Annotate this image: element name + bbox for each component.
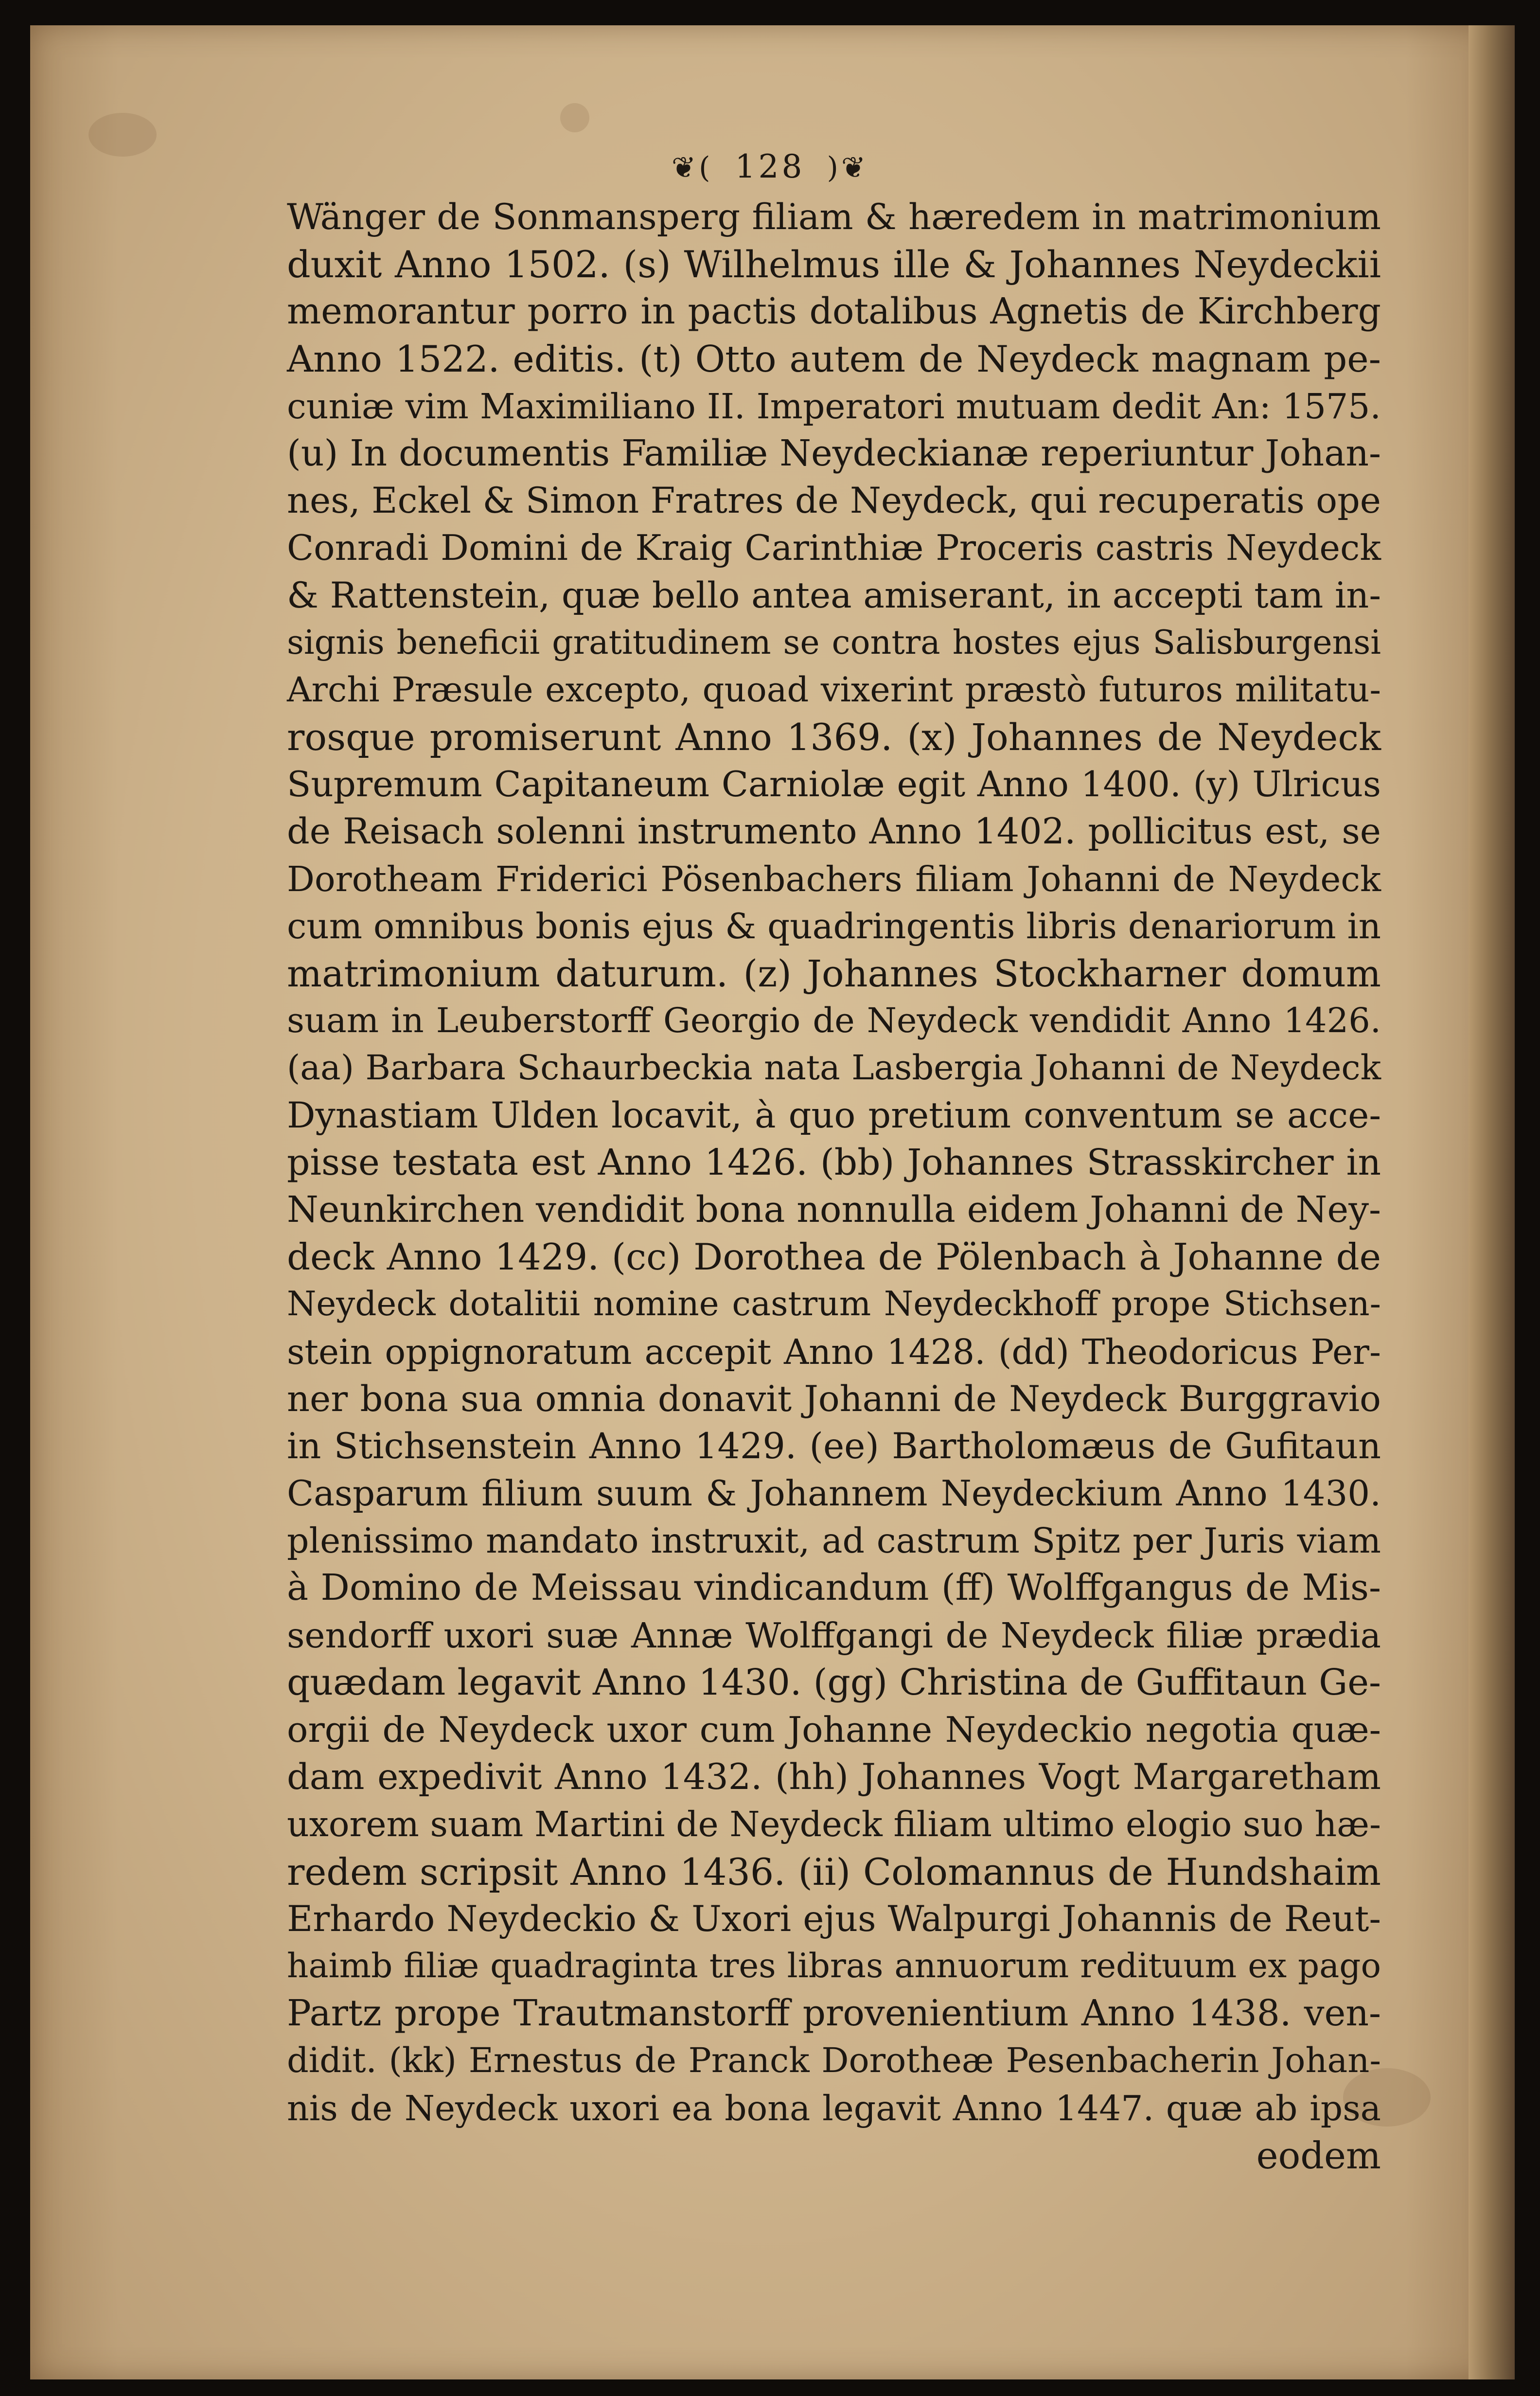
catchword: eodem [1256,2133,1381,2177]
text-line: cuniæ vim Maximiliano II. Imperatori mutuam dedit An: 1575. [287,386,1381,427]
book-gutter [1469,25,1515,2379]
header-ornament-right-icon: )❦ [827,151,869,185]
page-number: 128 [735,148,805,185]
text-line: signis beneficii gratitudinem se contra hostes ejus Salisburgensi [287,623,1381,662]
text-line: stein oppignoratum accepit Anno 1428. (dd) Theodoricus Per- [287,1331,1381,1372]
text-line: duxit Anno 1502. (s) Wilhelmus ille & Johannes Neydeckii [287,243,1381,286]
text-line: Dorotheam Friderici Pösenbachers filiam Johanni de Neydeck [287,858,1381,899]
text-line: Supremum Capitaneum Carniolæ egit Anno 1400. (y) Ulricus [287,764,1381,805]
text-line: haimb filiæ quadraginta tres libras annuorum redituum ex pago [287,1946,1381,1985]
page-header [0,140,1540,194]
text-line: matrimonium daturum. (z) Johannes Stockharner domum [287,952,1381,995]
text-line: Erhardo Neydeckio & Uxori ejus Walpurgi Johannis de Reut- [287,1898,1381,1940]
text-line: deck Anno 1429. (cc) Dorothea de Pölenbach à Johanne de [287,1235,1381,1279]
text-line: didit. (kk) Ernestus de Pranck Dorotheæ Pesenbacherin Johan- [287,2040,1381,2081]
text-line: Neydeck dotalitii nomine castrum Neydeckhoff prope Stichsen- [287,1285,1381,1324]
text-line: à Domino de Meissau vindicandum (ff) Wolffgangus de Mis- [287,1567,1381,1609]
text-line: Wänger de Sonmansperg filiam & hæredem in matrimonium [287,197,1381,238]
text-line: cum omnibus bonis ejus & quadringentis libris denariorum in [287,905,1381,947]
text-line: pisse testata est Anno 1426. (bb) Johannes Strasskircher in [287,1141,1381,1183]
text-line: orgii de Neydeck uxor cum Johanne Neydeckio negotia quæ- [287,1709,1381,1750]
text-line: Partz prope Trautmanstorff provenientium Anno 1438. ven- [287,1992,1381,2035]
text-line: Archi Præsule excepto, quoad vixerint præstò futuros militatu- [287,669,1381,710]
text-line: quædam legavit Anno 1430. (gg) Christina de Guffitaun Ge- [287,1661,1381,1703]
text-line: (aa) Barbara Schaurbeckia nata Lasbergia Johanni de Neydeck [287,1048,1381,1088]
text-line: Casparum filium suum & Johannem Neydeckium Anno 1430. [287,1473,1381,1514]
text-line: nes, Eckel & Simon Fratres de Neydeck, qui recuperatis ope [287,480,1381,522]
text-line: Conradi Domini de Kraig Carinthiæ Proceris castris Neydeck [287,527,1381,569]
text-line: memorantur porro in pactis dotalibus Agnetis de Kirchberg [287,290,1381,333]
text-line: nis de Neydeck uxori ea bona legavit Anno 1447. quæ ab ipsa [287,2088,1381,2128]
text-line: Dynastiam Ulden locavit, à quo pretium conventum se acce- [287,1094,1381,1136]
text-line: redem scripsit Anno 1436. (ii) Colomannus de Hundshaim [287,1850,1381,1894]
text-line: uxorem suam Martini de Neydeck filiam ultimo elogio suo hæ- [287,1804,1381,1845]
text-line: Anno 1522. editis. (t) Otto autem de Neydeck magnam pe- [287,337,1381,380]
text-line: in Stichsenstein Anno 1429. (ee) Bartholomæus de Gufitaun [287,1425,1381,1467]
header-ornament-left-icon: ❦( [671,151,713,185]
text-line: plenissimo mandato instruxit, ad castrum Spitz per Juris viam [287,1520,1381,1561]
text-line: suam in Leuberstorff Georgio de Neydeck vendidit Anno 1426. [287,1001,1381,1041]
text-line: Neunkirchen vendidit bona nonnulla eidem Johanni de Ney- [287,1188,1381,1231]
body-text [287,194,1381,2179]
text-line: & Rattenstein, quæ bello antea amiserant, in accepti tam in- [287,574,1381,616]
text-line: rosque promiserunt Anno 1369. (x) Johannes de Neydeck [287,715,1381,759]
text-line: (u) In documentis Familiæ Neydeckianæ reperiuntur Johan- [287,432,1381,474]
paper-stain [560,103,589,132]
text-line: ner bona sua omnia donavit Johanni de Neydeck Burggravio [287,1378,1381,1420]
text-line: dam expedivit Anno 1432. (hh) Johannes Vogt Margaretham [287,1756,1381,1798]
text-line: de Reisach solenni instrumento Anno 1402. pollicitus est, se [287,811,1381,853]
text-line: sendorff uxori suæ Annæ Wolffgangi de Neydeck filiæ prædia [287,1615,1381,1656]
